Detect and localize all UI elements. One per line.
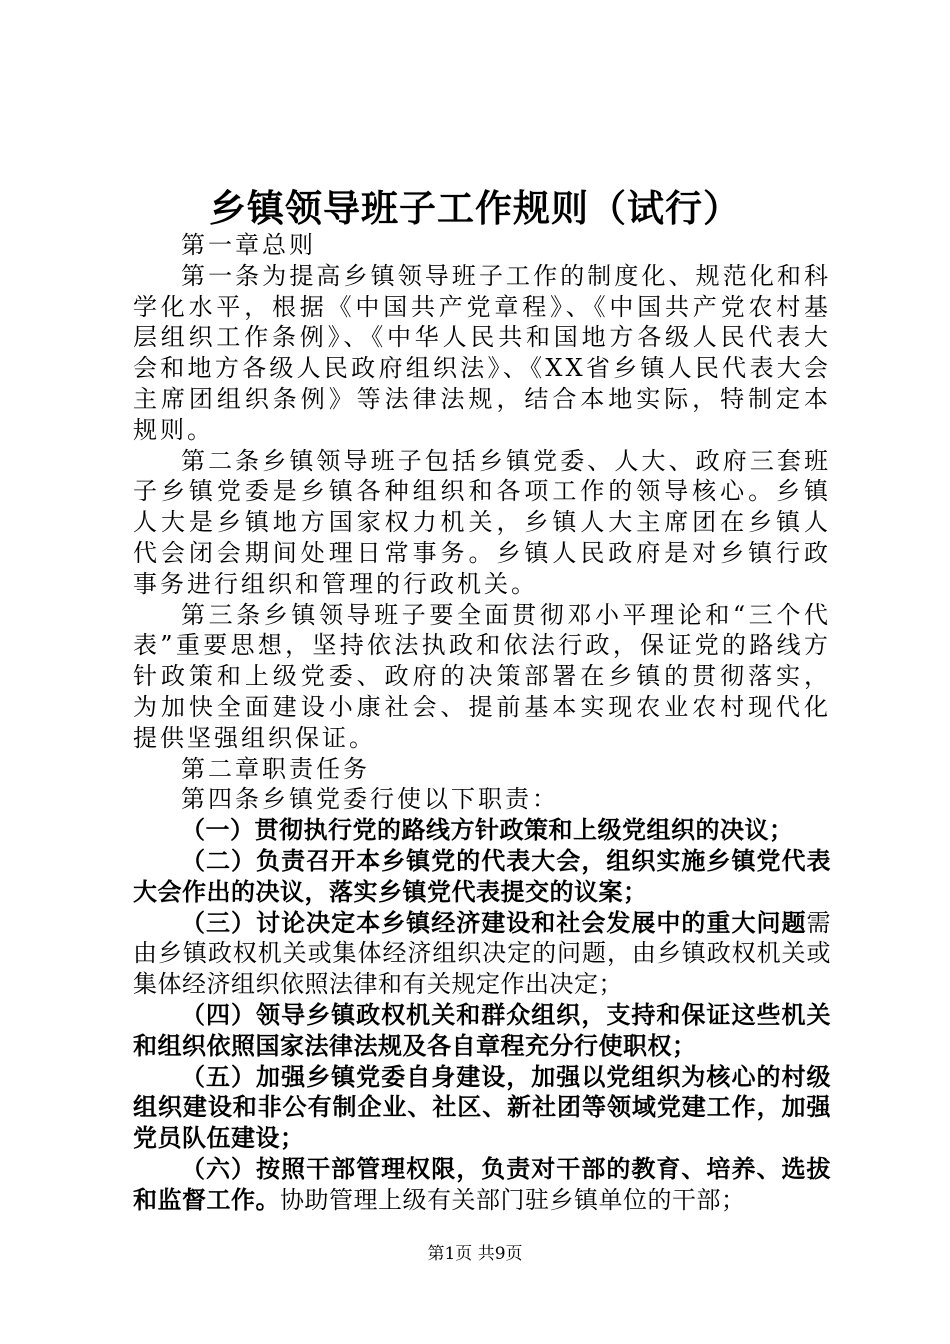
article-paragraph: [133, 261, 831, 446]
paragraph-text: 第二章职责任务: [181, 754, 370, 783]
paragraph-text: 第四条乡镇党委行使以下职责：: [181, 785, 559, 814]
article-paragraph: [133, 600, 831, 754]
list-item-text: 协助管理上级有关部门驻乡镇单位的干部；: [280, 1185, 746, 1214]
list-item-bold-text: （五）加强乡镇党委自身建设，加强以党组织为核心的村级组织建设和非公有制企业、社区、新社团等领域党建工作，加强党员队伍建设；: [133, 1062, 831, 1153]
chapter-heading: [133, 754, 831, 785]
paragraph-text: 第一条为提高乡镇领导班子工作的制度化、规范化和科学化水平，根据《中国共产党章程》、《中国共产党农村基层组织工作条例》、《中华人民共和国地方各级人民代表大会和地方各级人民政府组织法》、《XX省乡镇人民代表大会主席团组织条例》等法律法规，结合本地实际，特制定本规则。: [133, 261, 831, 444]
list-item-bold-text: （三）讨论决定本乡镇经济建设和社会发展中的重大问题: [181, 908, 807, 937]
list-item: [133, 1154, 831, 1216]
page-number-footer: 第1页 共9页: [427, 1244, 523, 1264]
document-body: [133, 230, 831, 1216]
chapter-heading: [133, 230, 831, 261]
document-title: 乡镇领导班子工作规则（试行）: [209, 186, 741, 230]
list-item-bold-text: （一）贯彻执行党的路线方针政策和上级党组织的决议；: [181, 816, 794, 845]
article-paragraph: [133, 784, 831, 815]
list-item-bold-text: （六）按照干部管理权限，负责对干部的教育、培养、选拔和监督工作。: [133, 1154, 831, 1214]
list-item: [133, 815, 831, 846]
paragraph-text: 第三条乡镇领导班子要全面贯彻邓小平理论和“三个代表”重要思想，坚持依法执政和依法行政，保证党的路线方针政策和上级党委、政府的决策部署在乡镇的贯彻落实，为加快全面建设小康社会、提前基本实现农业农村现代化提供坚强组织保证。: [133, 600, 831, 752]
list-item: [133, 1062, 831, 1154]
list-item-bold-text: （二）负责召开本乡镇党的代表大会，组织实施乡镇党代表大会作出的决议，落实乡镇党代表提交的议案；: [133, 846, 831, 906]
list-item: [133, 846, 831, 908]
list-item-text: 需由乡镇政权机关或集体经济组织决定的问题，由乡镇政权机关或集体经济组织依照法律和有关规定作出决定；: [133, 908, 831, 999]
list-item: [133, 908, 831, 1000]
article-paragraph: [133, 446, 831, 600]
list-item: [133, 1000, 831, 1062]
paragraph-text: 第二条乡镇领导班子包括乡镇党委、人大、政府三套班子乡镇党委是乡镇各种组织和各项工作的领导核心。乡镇人大是乡镇地方国家权力机关，乡镇人大主席团在乡镇人代会闭会期间处理日常事务。乡镇人民政府是对乡镇行政事务进行组织和管理的行政机关。: [133, 446, 831, 598]
list-item-bold-text: （四）领导乡镇政权机关和群众组织，支持和保证这些机关和组织依照国家法律法规及各自章程充分行使职权；: [133, 1000, 831, 1060]
paragraph-text: 第一章总则: [181, 231, 316, 259]
